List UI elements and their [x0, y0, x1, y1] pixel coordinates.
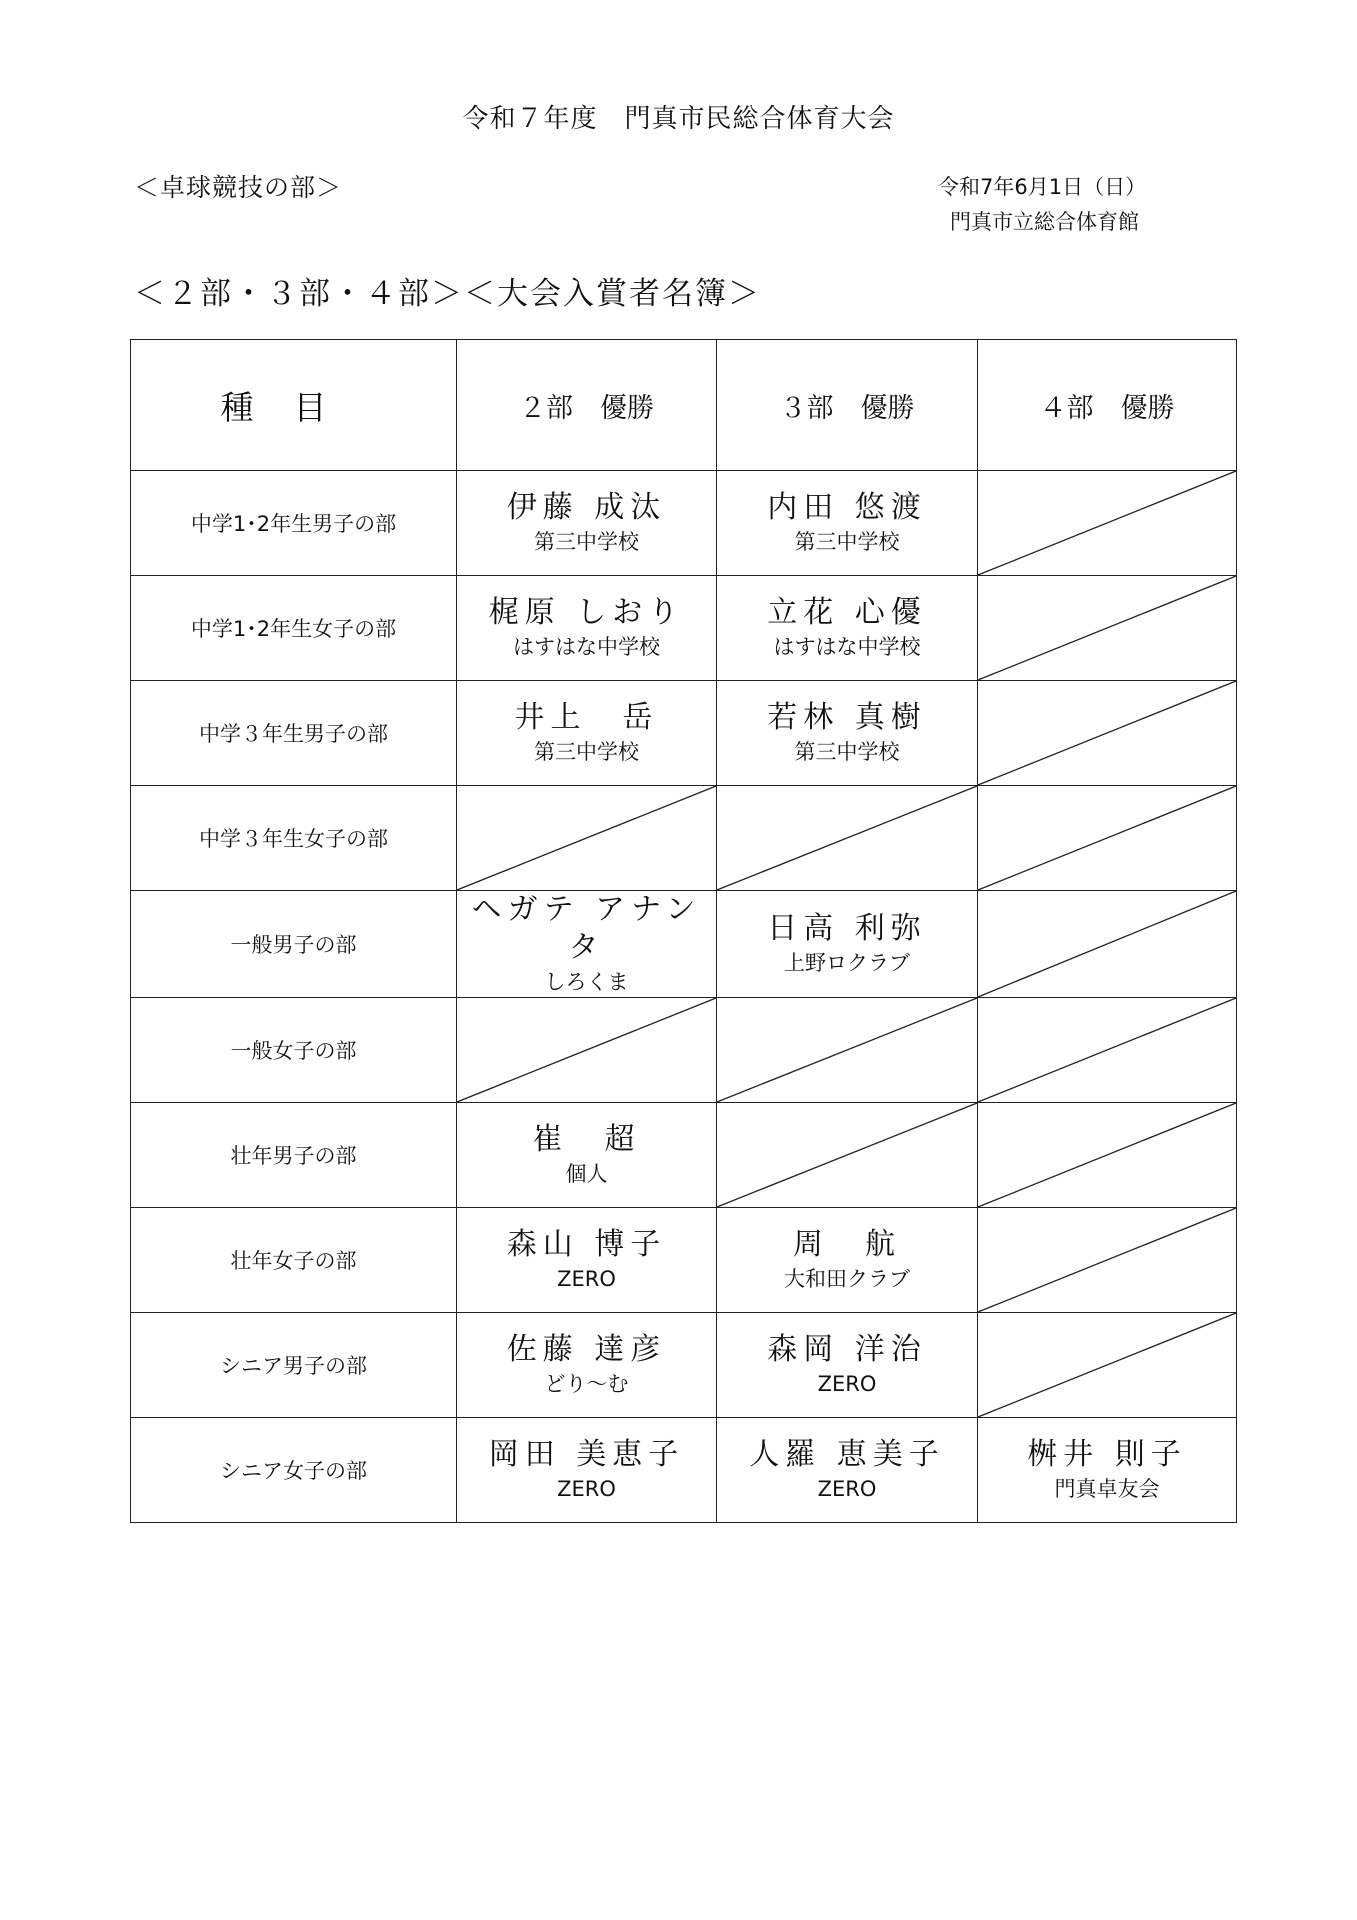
diagonal-slash — [978, 576, 1236, 680]
diagonal-slash — [717, 998, 977, 1102]
winner-club: 第三中学校 — [794, 530, 900, 554]
winner-cell — [717, 1313, 978, 1418]
winner-name: 井上 岳 — [514, 700, 659, 735]
category-cell: 中学1･2年生男子の部 — [131, 471, 457, 576]
table-row — [131, 576, 1237, 681]
header-category: 種目 — [131, 340, 457, 471]
winner-name: 人羅 恵美子 — [749, 1437, 945, 1472]
winner-cell — [457, 576, 717, 681]
diagonal-slash — [457, 786, 716, 890]
diagonal-slash — [717, 786, 977, 890]
winner-club: ZERO — [557, 1477, 616, 1501]
winner-cell — [457, 1103, 717, 1208]
table-row — [131, 891, 1237, 998]
winner-name: 若林 真樹 — [767, 700, 927, 735]
empty-cell — [978, 1313, 1237, 1418]
winner-name: 桝井 則子 — [1027, 1437, 1187, 1472]
winner-club: はすはな中学校 — [773, 635, 921, 659]
winner-cell — [457, 1313, 717, 1418]
table-row — [131, 1313, 1237, 1418]
header-row — [131, 340, 1237, 471]
diagonal-slash — [717, 1103, 977, 1207]
winner-cell — [457, 1418, 717, 1523]
winner-club: 大和田クラブ — [784, 1267, 910, 1291]
winner-name: 伊藤 成汰 — [506, 490, 667, 525]
winner-cell — [457, 471, 717, 576]
winner-club: ZERO — [817, 1477, 877, 1501]
winner-cell — [717, 1208, 978, 1313]
document-title: 令和７年度 門真市民総合体育大会 — [462, 104, 895, 134]
category-cell: 壮年女子の部 — [131, 1208, 457, 1313]
table-row — [131, 998, 1237, 1103]
diagonal-slash — [978, 786, 1236, 890]
winner-cell — [457, 1208, 717, 1313]
winner-cell — [717, 576, 978, 681]
winner-cell — [717, 471, 978, 576]
empty-cell — [978, 681, 1237, 786]
winner-name: 崔 超 — [532, 1122, 641, 1157]
empty-cell — [457, 786, 717, 891]
results-body — [131, 471, 1237, 1523]
winner-club: ZERO — [817, 1372, 877, 1396]
diagonal-slash — [978, 1313, 1236, 1417]
empty-cell — [717, 1103, 978, 1208]
header-division-3: ３部 優勝 — [717, 340, 978, 471]
event-date: 令和7年6月1日（日） — [938, 175, 1147, 199]
category-cell: 中学３年生女子の部 — [131, 786, 457, 891]
winner-name: 日高 利弥 — [767, 911, 927, 946]
winner-club: しろくま — [544, 970, 629, 994]
winner-name: 森岡 洋治 — [767, 1332, 927, 1367]
winner-club: どり～む — [544, 1372, 629, 1396]
document-subtitle: ＜２部・３部・４部＞＜大会入賞者名簿＞ — [134, 276, 761, 312]
section-label: ＜卓球競技の部＞ — [134, 173, 343, 202]
winner-club: 第三中学校 — [534, 530, 639, 554]
event-venue: 門真市立総合体育館 — [950, 210, 1139, 234]
diagonal-slash — [978, 891, 1236, 997]
diagonal-slash — [978, 998, 1236, 1102]
empty-cell — [717, 998, 978, 1103]
category-cell: シニア女子の部 — [131, 1418, 457, 1523]
category-cell: 中学1･2年生女子の部 — [131, 576, 457, 681]
category-cell: 壮年男子の部 — [131, 1103, 457, 1208]
winner-name: 佐藤 達彦 — [506, 1332, 667, 1367]
header-division-4: ４部 優勝 — [978, 340, 1237, 471]
empty-cell — [717, 786, 978, 891]
winner-club: 第三中学校 — [534, 740, 639, 764]
results-table — [130, 339, 1237, 1523]
winner-name: 立花 心優 — [767, 595, 927, 630]
winner-cell — [717, 1418, 978, 1523]
diagonal-slash — [457, 998, 716, 1102]
winner-name: ヘガテ アナンタ — [471, 892, 702, 965]
table-row — [131, 681, 1237, 786]
winner-cell — [717, 681, 978, 786]
empty-cell — [978, 471, 1237, 576]
winner-club: ZERO — [557, 1267, 616, 1291]
category-cell: シニア男子の部 — [131, 1313, 457, 1418]
category-cell: 一般女子の部 — [131, 998, 457, 1103]
winner-cell — [457, 681, 717, 786]
winner-club: 第三中学校 — [794, 740, 900, 764]
empty-cell — [978, 891, 1237, 998]
winner-name: 内田 悠渡 — [767, 490, 927, 525]
diagonal-slash — [978, 681, 1236, 785]
winner-club: はすはな中学校 — [513, 635, 660, 659]
winner-name: 周 航 — [793, 1227, 901, 1262]
winner-club: 上野ロクラブ — [784, 951, 910, 975]
table-row — [131, 1418, 1237, 1523]
empty-cell — [457, 998, 717, 1103]
winner-club: 個人 — [565, 1162, 608, 1186]
diagonal-slash — [978, 1208, 1236, 1312]
table-row — [131, 1103, 1237, 1208]
table-row — [131, 471, 1237, 576]
winner-cell — [978, 1418, 1237, 1523]
empty-cell — [978, 998, 1237, 1103]
winner-cell — [717, 891, 978, 998]
category-cell: 一般男子の部 — [131, 891, 457, 998]
winner-name: 梶原 しおり — [488, 595, 685, 630]
empty-cell — [978, 576, 1237, 681]
category-cell: 中学３年生男子の部 — [131, 681, 457, 786]
header-division-2: ２部 優勝 — [457, 340, 717, 471]
winner-cell — [457, 891, 717, 998]
empty-cell — [978, 1103, 1237, 1208]
table-row — [131, 786, 1237, 891]
diagonal-slash — [978, 1103, 1236, 1207]
winner-club: 門真卓友会 — [1054, 1477, 1160, 1501]
winner-name: 森山 博子 — [506, 1227, 667, 1262]
diagonal-slash — [978, 471, 1236, 575]
empty-cell — [978, 1208, 1237, 1313]
winner-name: 岡田 美恵子 — [488, 1437, 685, 1472]
table-row — [131, 1208, 1237, 1313]
empty-cell — [978, 786, 1237, 891]
